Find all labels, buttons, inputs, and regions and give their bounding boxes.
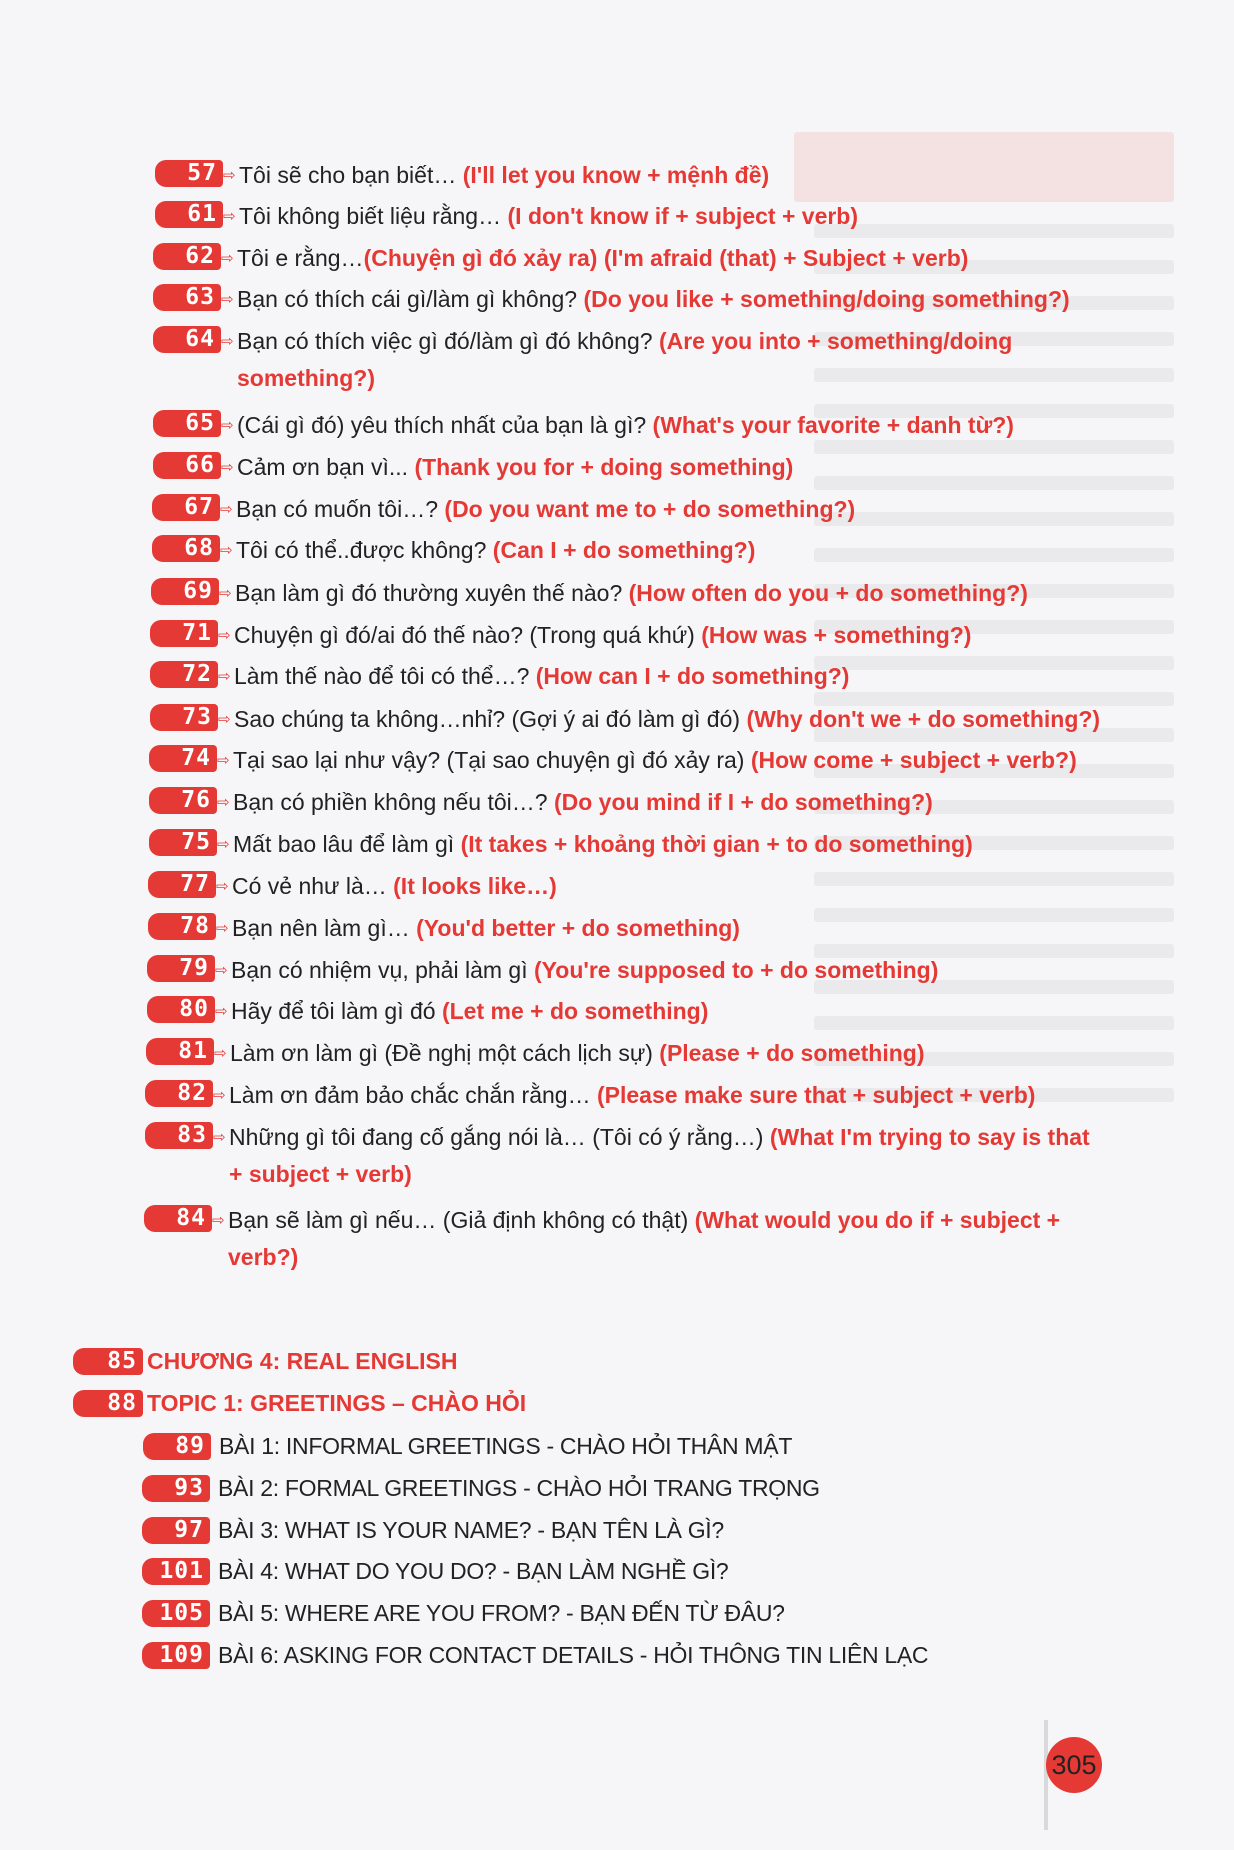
entry-english: (What's your favorite + danh từ?) (652, 412, 1014, 438)
toc-entry (151, 575, 1105, 612)
arrow-right-icon: ⇨ (214, 1045, 227, 1062)
entry-vietnamese: Bạn sẽ làm gì nếu… (Giả định không có thật) (228, 1207, 695, 1233)
entry-english: (Can I + do something?) (492, 537, 756, 563)
entry-english: (You'd better + do something) (416, 915, 740, 941)
chapter-heading (73, 1348, 457, 1375)
page-badge: 85 (73, 1348, 143, 1375)
lesson-item (142, 1475, 820, 1502)
page-badge: 71 (150, 620, 218, 647)
entry-vietnamese: Bạn có thích cái gì/làm gì không? (237, 286, 584, 312)
entry-text (239, 198, 1109, 235)
toc-entry (153, 407, 1107, 444)
entry-english: (I don't know if + subject + verb) (507, 203, 859, 229)
entry-english: (Please make sure that + subject + verb) (596, 1082, 1036, 1108)
arrow-right-icon: ⇨ (221, 333, 234, 350)
toc-entry (145, 1119, 1099, 1193)
lesson-item (142, 1517, 724, 1544)
toc-entry (149, 826, 1103, 863)
entry-vietnamese: Tôi có thể..được không? (236, 537, 493, 563)
entry-english: (I'll let you know + mệnh đề) (462, 162, 770, 188)
lesson-title: BÀI 4: WHAT DO YOU DO? - BẠN LÀM NGHỀ GÌ? (218, 1558, 729, 1584)
page-badge: 67 (152, 494, 220, 521)
entry-vietnamese: Tôi không biết liệu rằng… (239, 203, 508, 229)
arrow-right-icon: ⇨ (217, 794, 230, 811)
entry-text (235, 575, 1105, 612)
page-badge: 78 (148, 913, 216, 940)
entry-vietnamese: Cảm ơn bạn vì... (237, 454, 415, 480)
chapter-heading (73, 1390, 526, 1417)
lesson-title: BÀI 5: WHERE ARE YOU FROM? - BẠN ĐẾN TỪ ĐÂU? (218, 1600, 785, 1626)
toc-entry (155, 198, 1109, 235)
entry-english: (Do you mind if I + do something?) (553, 789, 933, 815)
lesson-item (143, 1433, 792, 1460)
arrow-right-icon: ⇨ (217, 836, 230, 853)
entry-english: (What I'm trying to say is that + subject + verb) (229, 1124, 1090, 1187)
entry-text (234, 617, 1104, 654)
page-badge: 109 (142, 1642, 210, 1669)
entry-english: (How was + something?) (701, 622, 972, 648)
entry-text (237, 240, 1107, 277)
toc-entry (150, 701, 1104, 738)
arrow-right-icon: ⇨ (219, 585, 232, 602)
entry-vietnamese: Tôi e rằng… (237, 245, 364, 271)
toc-entry (147, 952, 1101, 989)
entry-text (239, 157, 1109, 194)
entry-vietnamese: Bạn nên làm gì… (232, 915, 417, 941)
entry-text (237, 407, 1107, 444)
lesson-title: BÀI 3: WHAT IS YOUR NAME? - BẠN TÊN LÀ GÌ? (218, 1517, 724, 1543)
page-number: 305 (1046, 1737, 1102, 1793)
entry-vietnamese: Chuyện gì đó/ai đó thế nào? (Trong quá khứ) (234, 622, 702, 648)
toc-entry (155, 157, 1109, 194)
page-badge: 105 (142, 1600, 210, 1627)
entry-english: (What would you do if + subject + verb?) (228, 1207, 1061, 1270)
lesson-item (142, 1558, 728, 1585)
toc-entry (150, 658, 1104, 695)
lesson-item (142, 1600, 785, 1627)
entry-english: (Do you like + something/doing something?) (583, 286, 1070, 312)
toc-entry (150, 617, 1104, 654)
entry-vietnamese: Những gì tôi đang cố gắng nói là… (Tôi có ý rằng…) (229, 1124, 770, 1150)
entry-english: (Are you into + something/doing something?) (237, 328, 1013, 391)
toc-entry (148, 910, 1102, 947)
arrow-right-icon: ⇨ (218, 711, 231, 728)
entry-text (237, 281, 1107, 318)
page-badge: 62 (153, 243, 221, 270)
entry-english: (Please + do something) (659, 1040, 925, 1066)
entry-english: (Do you want me to + do something?) (444, 496, 856, 522)
page-badge: 83 (145, 1122, 213, 1149)
entry-english: (You're supposed to + do something) (534, 957, 939, 983)
entry-vietnamese: Mất bao lâu để làm gì (233, 831, 461, 857)
entry-english: (Let me + do something) (441, 998, 709, 1024)
entry-text (233, 742, 1103, 779)
entry-vietnamese: Hãy để tôi làm gì đó (231, 998, 442, 1024)
entry-text (234, 658, 1104, 695)
entry-text (233, 784, 1103, 821)
arrow-right-icon: ⇨ (221, 417, 234, 434)
arrow-right-icon: ⇨ (221, 250, 234, 267)
page-badge: 80 (147, 996, 215, 1023)
entry-vietnamese: Tôi sẽ cho bạn biết… (239, 162, 463, 188)
entry-text (231, 952, 1101, 989)
entry-english: (How can I + do something?) (535, 663, 850, 689)
entry-vietnamese: Làm thế nào để tôi có thể…? (234, 663, 536, 689)
page-badge: 82 (145, 1080, 213, 1107)
page-badge: 76 (149, 787, 217, 814)
entry-english: (Thank you for + doing something) (414, 454, 794, 480)
page-badge: 72 (150, 661, 218, 688)
toc-entry (153, 240, 1107, 277)
entry-text (231, 993, 1101, 1030)
page-badge: 64 (153, 326, 221, 353)
entry-text (237, 449, 1107, 486)
lesson-title: BÀI 1: INFORMAL GREETINGS - CHÀO HỎI THÂN MẬT (219, 1433, 793, 1459)
entry-vietnamese: Tại sao lại như vậy? (Tại sao chuyện gì đó xảy ra) (233, 747, 751, 773)
page-badge: 63 (153, 284, 221, 311)
arrow-right-icon: ⇨ (215, 962, 228, 979)
entry-vietnamese: Bạn có nhiệm vụ, phải làm gì (231, 957, 534, 983)
entry-vietnamese: Có vẻ như là… (232, 873, 394, 899)
entry-vietnamese: Làm ơn đảm bảo chắc chắn rằng… (229, 1082, 597, 1108)
entry-text (232, 868, 1102, 905)
page-badge: 97 (142, 1517, 210, 1544)
toc-entry (148, 868, 1102, 905)
toc-entry (145, 1077, 1099, 1114)
page-badge: 79 (147, 955, 215, 982)
entry-english: (It takes + khoảng thời gian + to do something) (460, 831, 973, 857)
entry-text (232, 910, 1102, 947)
arrow-right-icon: ⇨ (218, 627, 231, 644)
lesson-item (142, 1642, 928, 1669)
entry-english: (How often do you + do something?) (628, 580, 1028, 606)
toc-entry (144, 1202, 1098, 1276)
arrow-right-icon: ⇨ (218, 668, 231, 685)
page-badge: 93 (142, 1475, 210, 1502)
page-badge: 69 (151, 578, 219, 605)
entry-vietnamese: (Cái gì đó) yêu thích nhất của bạn là gì? (237, 412, 653, 438)
toc-entry (146, 1035, 1100, 1072)
toc-entry (153, 323, 1107, 397)
lesson-title: BÀI 6: ASKING FOR CONTACT DETAILS - HỎI THÔNG TIN LIÊN LẠC (218, 1642, 929, 1668)
entry-english: (Why don't we + do something?) (746, 706, 1101, 732)
arrow-right-icon: ⇨ (217, 752, 230, 769)
arrow-right-icon: ⇨ (221, 459, 234, 476)
entry-vietnamese: Bạn có muốn tôi…? (236, 496, 445, 522)
lesson-title: BÀI 2: FORMAL GREETINGS - CHÀO HỎI TRANG TRỌNG (218, 1475, 820, 1501)
arrow-right-icon: ⇨ (221, 291, 234, 308)
arrow-right-icon: ⇨ (220, 542, 233, 559)
arrow-right-icon: ⇨ (223, 167, 236, 184)
page-badge: 68 (152, 535, 220, 562)
entry-vietnamese: Bạn có phiền không nếu tôi…? (233, 789, 554, 815)
toc-entry (149, 784, 1103, 821)
page-badge: 65 (153, 410, 221, 437)
page-badge: 101 (142, 1558, 210, 1585)
page-badge: 89 (143, 1433, 211, 1460)
page-badge: 81 (146, 1038, 214, 1065)
arrow-right-icon: ⇨ (213, 1087, 226, 1104)
entry-english: (Chuyện gì đó xảy ra) (I'm afraid (that) + Subject + verb) (363, 245, 969, 271)
entry-vietnamese: Làm ơn làm gì (Đề nghị một cách lịch sự) (230, 1040, 660, 1066)
entry-text (233, 826, 1103, 863)
page-badge: 74 (149, 745, 217, 772)
entry-text (229, 1119, 1099, 1193)
arrow-right-icon: ⇨ (216, 920, 229, 937)
entry-english: (It looks like…) (393, 873, 557, 899)
toc-entry (149, 742, 1103, 779)
arrow-right-icon: ⇨ (212, 1212, 225, 1229)
arrow-right-icon: ⇨ (220, 501, 233, 518)
page-badge: 61 (155, 201, 223, 228)
toc-entry (153, 281, 1107, 318)
entry-english: (How come + subject + verb?) (750, 747, 1077, 773)
entry-vietnamese: Bạn có thích việc gì đó/làm gì đó không? (237, 328, 659, 354)
arrow-right-icon: ⇨ (216, 878, 229, 895)
toc-entry (152, 532, 1106, 569)
entry-vietnamese: Bạn làm gì đó thường xuyên thế nào? (235, 580, 629, 606)
toc-entry (153, 449, 1107, 486)
entry-text (229, 1077, 1099, 1114)
page-badge: 57 (155, 160, 223, 187)
entry-text (228, 1202, 1098, 1276)
entry-vietnamese: Sao chúng ta không…nhỉ? (Gợi ý ai đó làm gì đó) (234, 706, 747, 732)
arrow-right-icon: ⇨ (223, 208, 236, 225)
page-badge: 77 (148, 871, 216, 898)
entry-text (236, 532, 1106, 569)
page-badge: 84 (144, 1205, 212, 1232)
chapter-title: TOPIC 1: GREETINGS – CHÀO HỎI (147, 1390, 527, 1416)
entry-text (237, 323, 1107, 397)
entry-text (234, 701, 1104, 738)
page-badge: 88 (73, 1390, 143, 1417)
chapter-title: CHƯƠNG 4: REAL ENGLISH (147, 1348, 458, 1374)
arrow-right-icon: ⇨ (215, 1003, 228, 1020)
entry-text (236, 491, 1106, 528)
toc-entry (147, 993, 1101, 1030)
toc-entry (152, 491, 1106, 528)
page-badge: 66 (153, 452, 221, 479)
page-badge: 75 (149, 829, 217, 856)
page-badge: 73 (150, 704, 218, 731)
entry-text (230, 1035, 1100, 1072)
arrow-right-icon: ⇨ (213, 1129, 226, 1146)
